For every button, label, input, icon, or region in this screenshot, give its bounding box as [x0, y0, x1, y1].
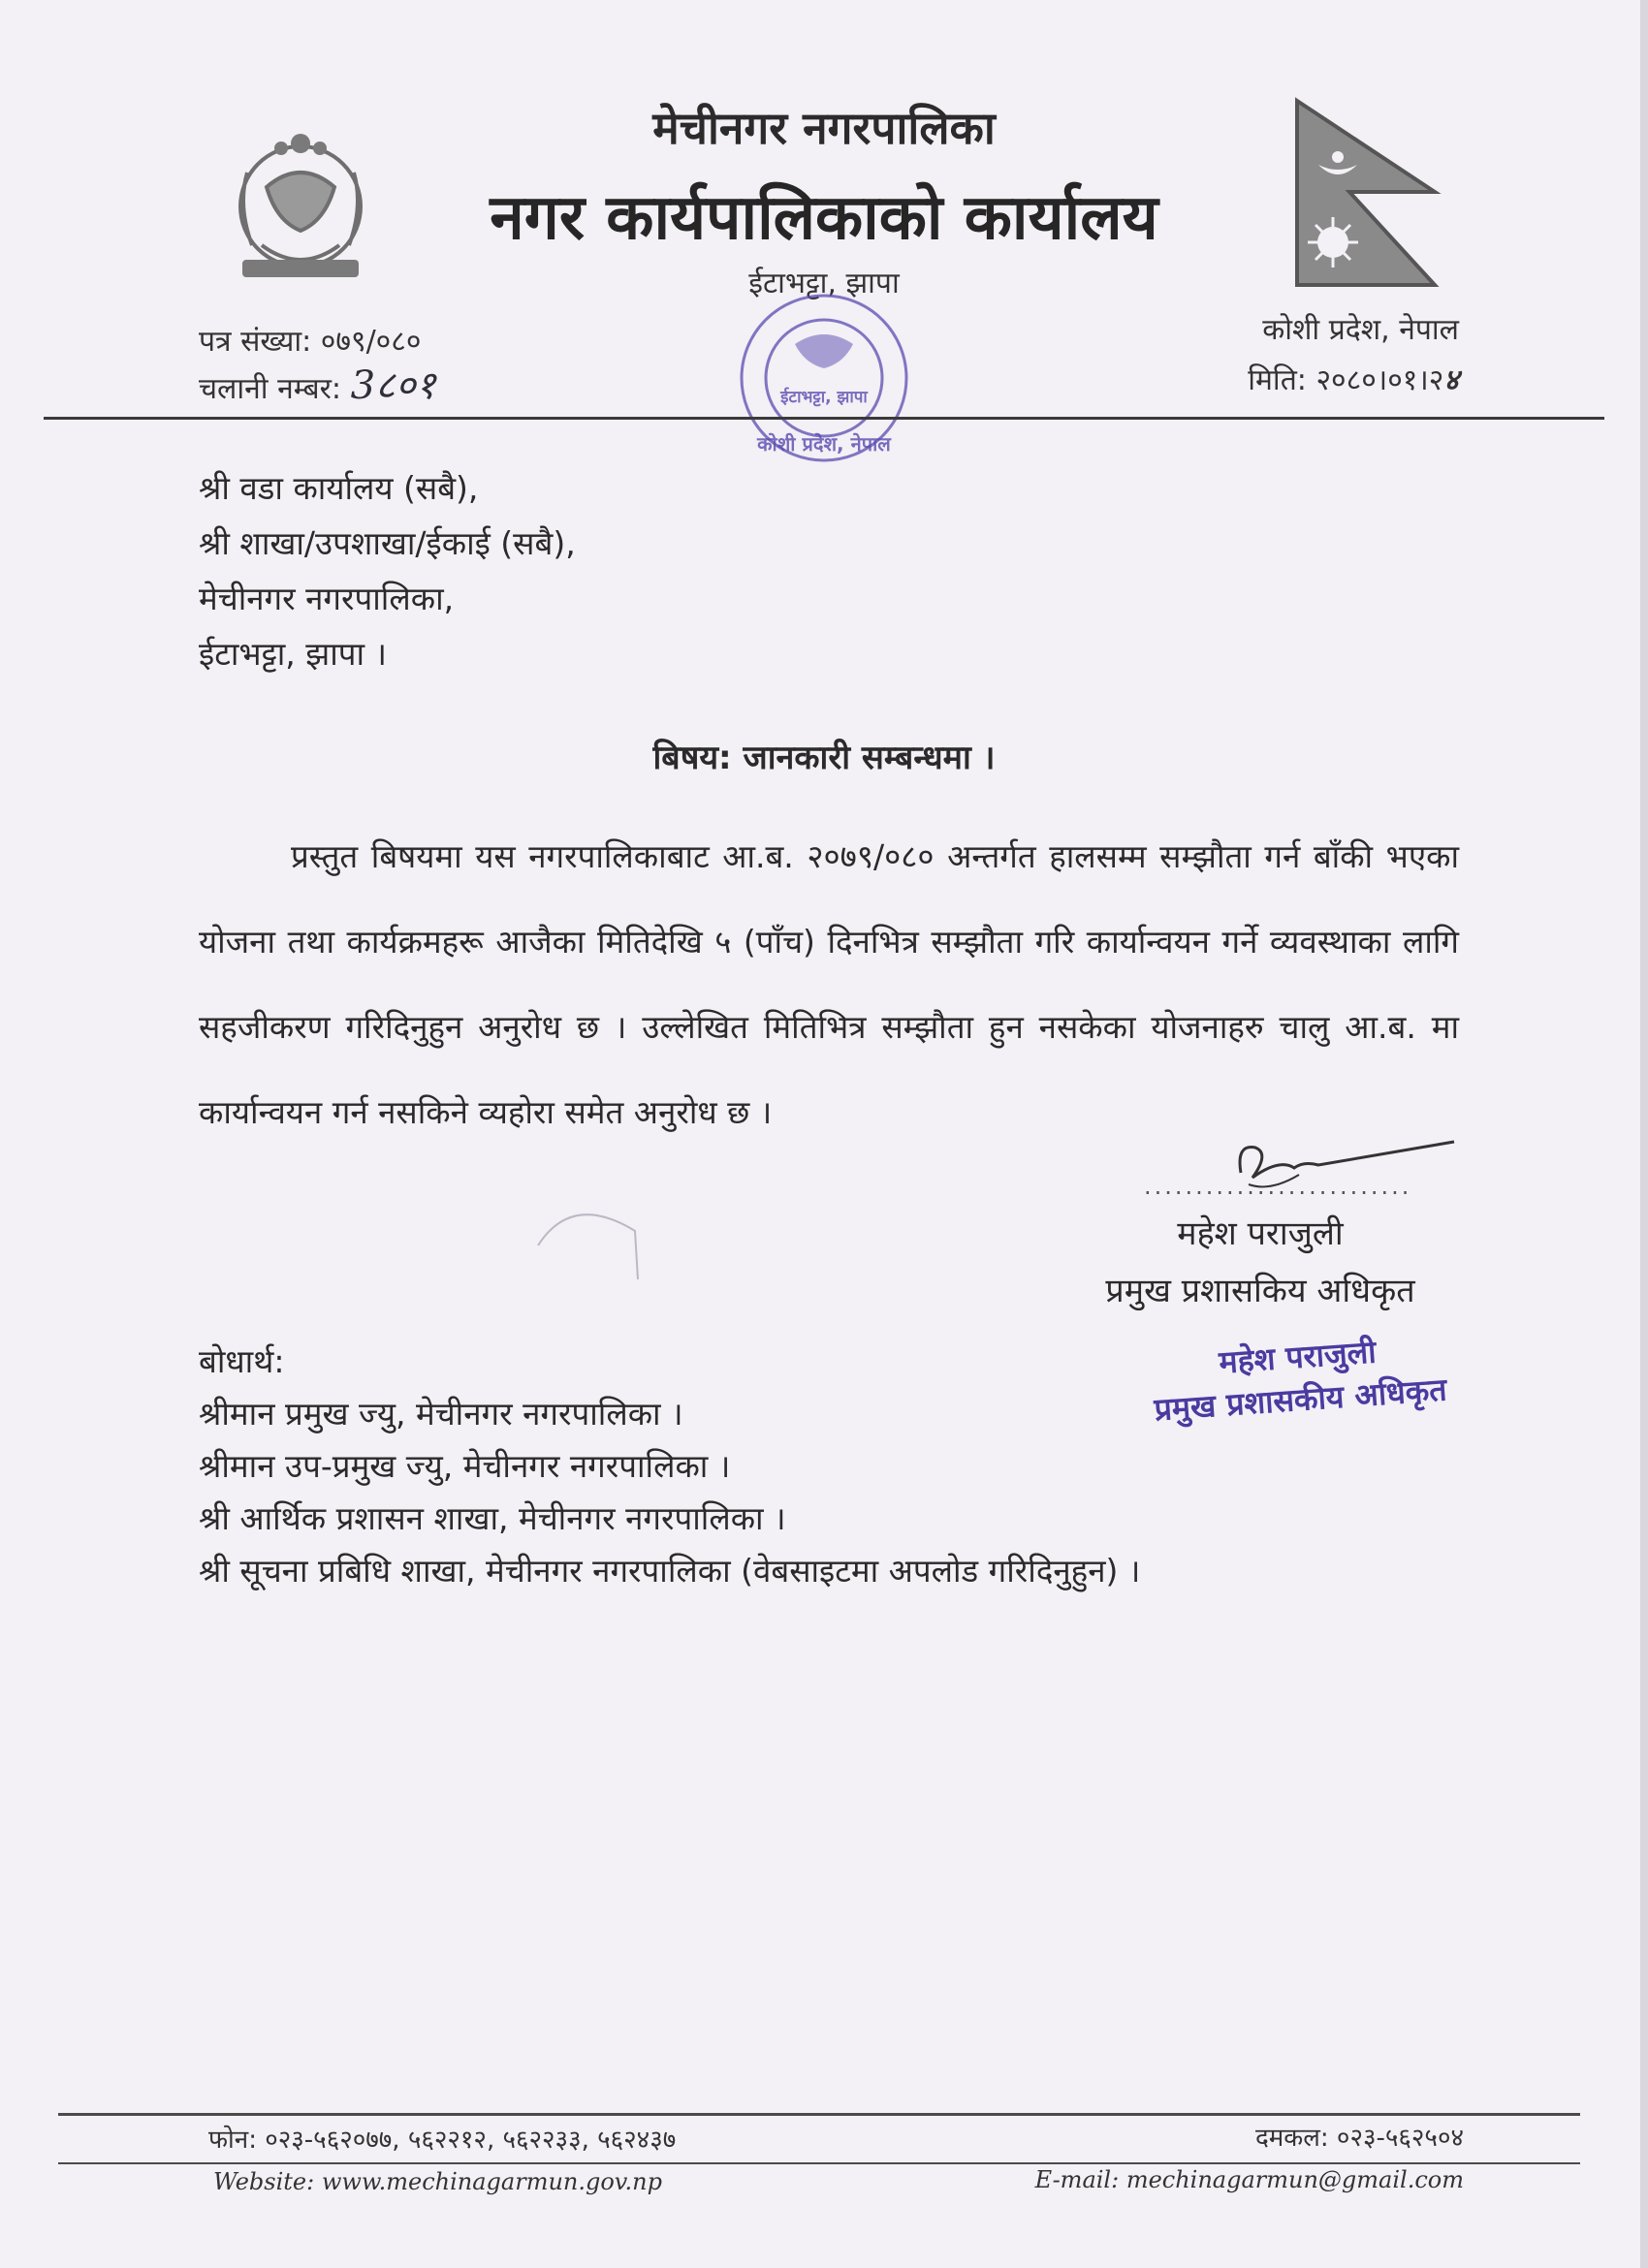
cc-item: श्री आर्थिक प्रशासन शाखा, मेचीनगर नगरपालिका ।: [199, 1499, 786, 1537]
svg-text:ईटाभट्टा, झापा: ईटाभट्टा, झापा: [780, 388, 868, 407]
dispatch-number: [199, 357, 435, 410]
addressee-block: [199, 460, 576, 681]
cc-block: [199, 1336, 1140, 1597]
province: कोशी प्रदेश, नेपाल: [1262, 313, 1459, 347]
page-mark: [533, 1202, 650, 1289]
date-handwritten: ४: [1443, 363, 1459, 397]
dispatch-label: चलानी नम्बर:: [199, 372, 342, 406]
body-paragraph: प्रस्तुत बिषयमा यस नगरपालिकाबाट आ.ब. २०७९/०८० अन्तर्गत हालसम्म सम्झौता गर्न बाँकी भएका योजना तथा कार्यक्रमहरू आजैका मितिदेखि ५ (पाँच) दिनभित्र सम्झौता गरि कार्यान्वयन गर्ने व्यवस्थाका लागि सहजीकरण गरिदिनुहुन अनुरोध छ । उल्लेखित मितिभित्र सम्झौता हुन नसकेका योजनाहरु चालु आ.ब. मा कार्यान्वयन गर्न नसकिने व्यहोरा समेत अनुरोध छ ।: [199, 837, 1459, 1131]
footer-fire-service: दमकल: ०२३-५६२५०४: [1254, 2124, 1464, 2153]
signatory-title: प्रमुख प्रशासकिय अधिकृत: [1105, 1272, 1415, 1310]
office-location: ईटाभट्टा, झापा: [748, 267, 900, 300]
addressee-line: श्री वडा कार्यालय (सबै),: [199, 469, 479, 507]
svg-text:कोशी प्रदेश, नेपाल: कोशी प्रदेश, नेपाल: [757, 432, 891, 456]
signatory-name: महेश पराजुली: [1177, 1214, 1344, 1253]
header-divider: [44, 417, 1604, 420]
footer-divider-bottom: [58, 2162, 1580, 2164]
stamp-name: महेश पराजुली: [1218, 1333, 1378, 1381]
addressee-line: ईटाभट्टा, झापा ।: [199, 635, 388, 673]
cc-heading: बोधार्थ:: [199, 1342, 285, 1380]
municipality-name: मेचीनगर नगरपालिका: [652, 102, 996, 154]
signature-line: ..........................: [1144, 1173, 1412, 1200]
date-label: मिति: २०८०।०१।२: [1248, 363, 1444, 397]
subject-line: बिषय: जानकारी सम्बन्धमा ।: [652, 739, 996, 777]
office-title: नगर कार्यपालिकाको कार्यालय: [490, 182, 1158, 254]
cc-item: श्रीमान उप-प्रमुख ज्यु, मेचीनगर नगरपालिका ।: [199, 1447, 731, 1485]
footer-phone: फोन: ०२३-५६२०७७, ५६२२१२, ५६२२३३, ५६२४३७: [208, 2126, 677, 2155]
page-edge: [1640, 0, 1648, 2268]
dispatch-handwritten: 3८०१: [350, 363, 436, 408]
footer-divider-top: [58, 2113, 1580, 2116]
cc-item: श्री सूचना प्रबिधि शाखा, मेचीनगर नगरपालिका (वेबसाइटमा अपलोड गरिदिनुहुन) ।: [199, 1552, 1141, 1590]
letter-number: पत्र संख्या: ०७९/०८०: [199, 325, 422, 359]
addressee-line: मेचीनगर नगरपालिका,: [199, 580, 455, 617]
letter-date: [1248, 359, 1459, 398]
stamp-title: प्रमुख प्रशासकीय अधिकृत: [1153, 1370, 1448, 1429]
signatory-stamp: [1131, 1324, 1466, 1433]
footer-email: E-mail: mechinagarmun@gmail.com: [1034, 2166, 1464, 2193]
addressee-line: श्री शाखा/उपशाखा/ईकाई (सबै),: [199, 524, 576, 562]
cc-item: श्रीमान प्रमुख ज्यु, मेचीनगर नगरपालिका ।: [199, 1395, 683, 1433]
office-stamp: [698, 286, 950, 480]
footer-website: Website: www.mechinagarmun.gov.np: [213, 2168, 662, 2195]
